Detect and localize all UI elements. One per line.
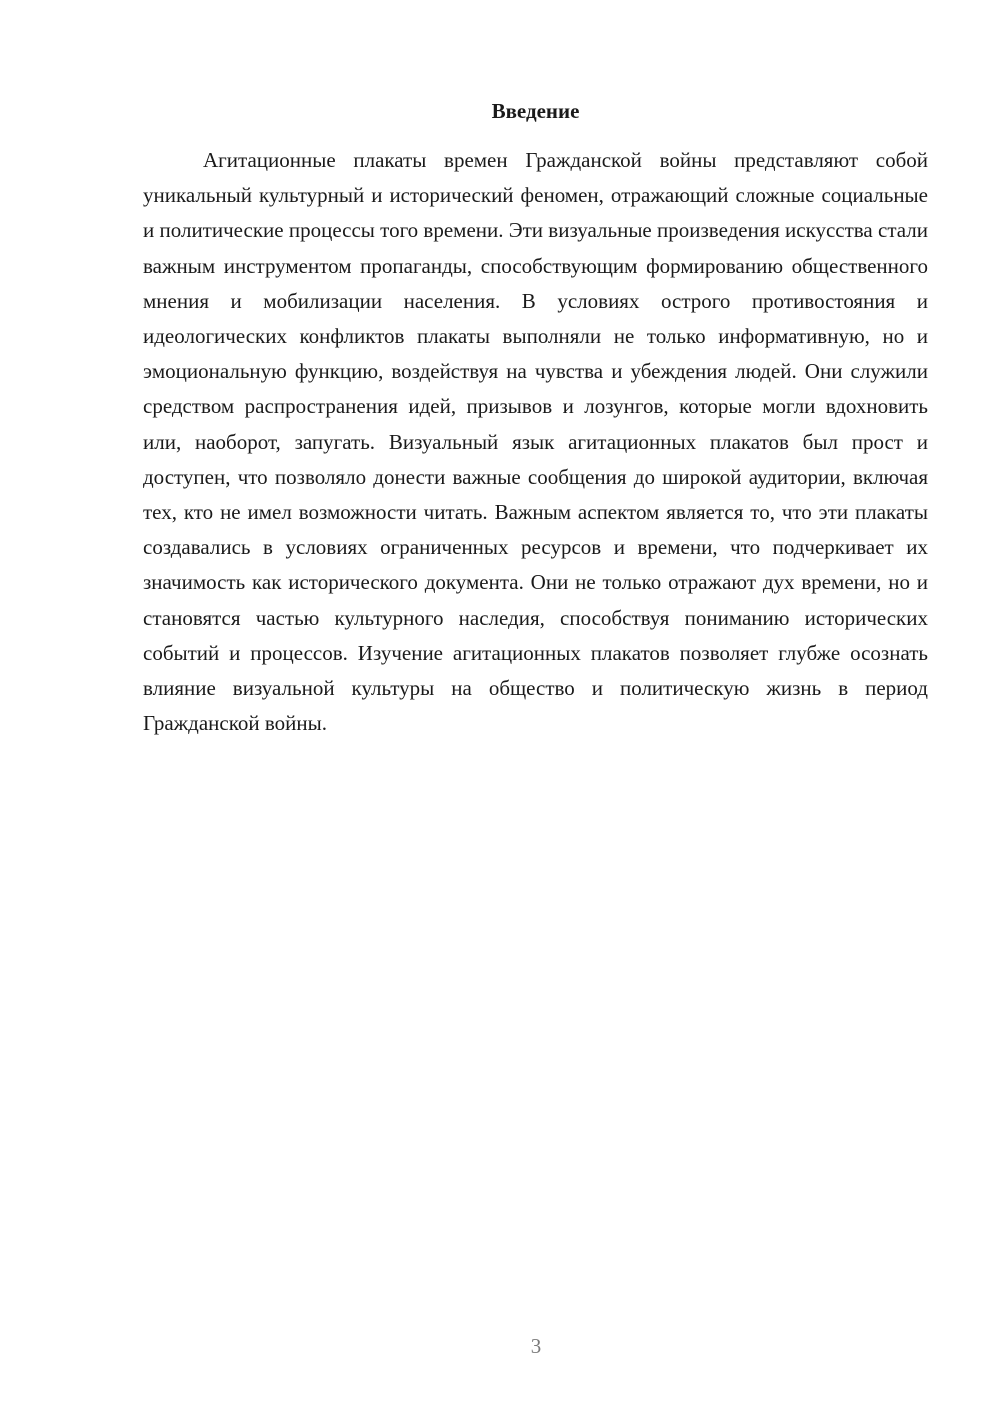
- body-paragraph: Агитационные плакаты времен Гражданской войны представляют собой уникальный культурный и исторический феномен, отражающий сложные социальные и политические процессы того времени. Эти визуальные произведения искусства стали важным инструментом пропаганды, способствующим формированию общественного мнения и мобилизации населения. В условиях острого противостояния и идеологических конфликтов плакаты выполняли не только информативную, но и эмоциональную функцию, воздействуя на чувства и убеждения людей. Они служили средством распространения идей, призывов и лозунгов, которые могли вдохновить или, наоборот, запугать. Визуальный язык агитационных плакатов был прост и доступен, что позволяло донести важные сообщения до широкой аудитории, включая тех, кто не имел возможности читать. Важным аспектом является то, что эти плакаты создавались в условиях ограниченных ресурсов и времени, что подчеркивает их значимость как исторического документа. Они не только отражают дух времени, но и становятся частью культурного наследия, способствуя пониманию исторических событий и процессов. Изучение агитационных плакатов позволяет глубже осознать влияние визуальной культуры на общество и политическую жизнь в период Гражданской войны.: [143, 148, 928, 736]
- page-number: 3: [530, 1334, 542, 1358]
- section-heading: Введение: [491, 99, 580, 123]
